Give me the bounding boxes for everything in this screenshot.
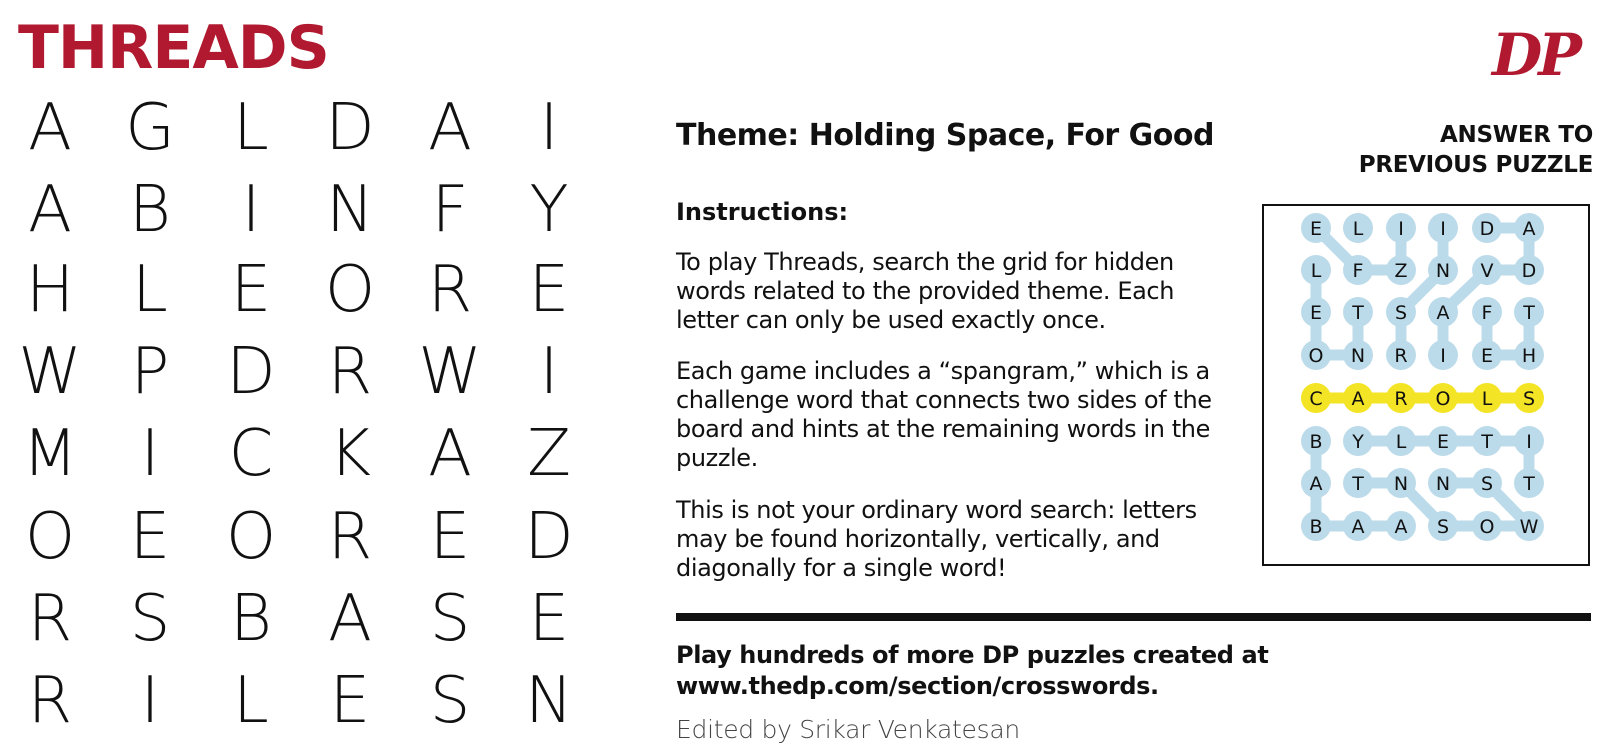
answer-letter: L bbox=[1481, 388, 1493, 410]
answer-letter: A bbox=[1351, 388, 1365, 410]
grid-letter: N bbox=[326, 173, 374, 247]
grid-letter: E bbox=[528, 582, 570, 656]
theme-heading: Theme: Holding Space, For Good bbox=[676, 118, 1214, 153]
answer-letter: T bbox=[1352, 473, 1364, 495]
answer-letter: E bbox=[1436, 431, 1450, 453]
answer-letter: A bbox=[1309, 473, 1323, 495]
grid-letter: A bbox=[428, 417, 472, 491]
answer-letter: D bbox=[1479, 218, 1495, 240]
divider-rule bbox=[676, 613, 1591, 621]
grid-letter: E bbox=[329, 664, 371, 738]
answer-letter: S bbox=[1436, 516, 1450, 538]
grid-letter: A bbox=[328, 582, 372, 656]
answer-letter: O bbox=[1308, 345, 1324, 367]
answer-letter: A bbox=[1351, 516, 1365, 538]
grid-letter: N bbox=[525, 664, 573, 738]
instructions-paragraph-2: Each game includes a “spangram,” which is a challenge word that connects two sides of the board and hints at the remaining words in the puzzle. bbox=[676, 357, 1212, 472]
game-title: THREADS bbox=[18, 13, 329, 83]
answer-letter: L bbox=[1352, 218, 1364, 240]
answer-letter: W bbox=[1519, 516, 1539, 538]
answer-letter: F bbox=[1352, 260, 1364, 282]
answer-letter: D bbox=[1521, 260, 1537, 282]
answer-letter: S bbox=[1522, 388, 1536, 410]
instructions-heading: Instructions: bbox=[676, 198, 849, 226]
answer-letter: I bbox=[1526, 431, 1532, 453]
grid-letter: G bbox=[125, 91, 175, 165]
instructions-paragraph-3: This is not your ordinary word search: letters may be found horizontally, vertically, and diagonally for a single word! bbox=[676, 496, 1197, 582]
answer-letter: B bbox=[1309, 431, 1323, 453]
answer-letter: A bbox=[1436, 302, 1450, 324]
grid-letter: A bbox=[28, 91, 72, 165]
answer-letter: E bbox=[1480, 345, 1494, 367]
grid-letter: D bbox=[524, 500, 574, 574]
grid-letter: W bbox=[418, 335, 482, 409]
answer-letter: N bbox=[1435, 473, 1451, 495]
grid-letter: Z bbox=[527, 417, 571, 491]
grid-letter: R bbox=[327, 335, 373, 409]
grid-letter: R bbox=[27, 664, 73, 738]
grid-letter: B bbox=[129, 173, 171, 247]
grid-letter: I bbox=[539, 335, 559, 409]
grid-letter: P bbox=[130, 335, 170, 409]
grid-letter: E bbox=[429, 500, 471, 574]
grid-letter: S bbox=[429, 582, 471, 656]
promo-line-1: Play hundreds of more DP puzzles created at bbox=[676, 641, 1269, 669]
grid-letter: W bbox=[18, 335, 82, 409]
grid-letter: R bbox=[427, 253, 473, 327]
answer-letter: R bbox=[1394, 388, 1408, 410]
grid-letter: E bbox=[230, 253, 272, 327]
answer-heading-line-1: ANSWER TO bbox=[1440, 122, 1593, 148]
answer-letter: Y bbox=[1352, 431, 1364, 453]
grid-letter: I bbox=[140, 417, 160, 491]
answer-letter: E bbox=[1309, 302, 1323, 324]
grid-letter: A bbox=[428, 91, 472, 165]
answer-heading bbox=[1359, 120, 1593, 180]
grid-letter: I bbox=[241, 173, 261, 247]
answer-letter: N bbox=[1435, 260, 1451, 282]
grid-letter: R bbox=[327, 500, 373, 574]
answer-letter: B bbox=[1309, 516, 1323, 538]
grid-letter: A bbox=[28, 173, 72, 247]
grid-letter: F bbox=[431, 173, 469, 247]
answer-letter: T bbox=[1481, 431, 1493, 453]
grid-letter: L bbox=[233, 664, 269, 738]
answer-letter: L bbox=[1310, 260, 1322, 282]
grid-letter: M bbox=[22, 417, 78, 491]
promo-line-2: www.thedp.com/section/crosswords. bbox=[676, 672, 1159, 700]
answer-letter: V bbox=[1480, 260, 1494, 282]
grid-letter: Y bbox=[529, 173, 569, 247]
grid-letter: D bbox=[325, 91, 375, 165]
grid-letter: S bbox=[429, 664, 471, 738]
answer-letter: O bbox=[1435, 388, 1451, 410]
promo-text bbox=[676, 640, 1268, 702]
grid-letter: S bbox=[129, 582, 171, 656]
answer-letter: F bbox=[1481, 302, 1493, 324]
grid-letter: I bbox=[539, 91, 559, 165]
grid-letter: H bbox=[25, 253, 75, 327]
answer-letter: T bbox=[1523, 302, 1535, 324]
answer-letter: S bbox=[1480, 473, 1494, 495]
answer-letter: N bbox=[1350, 345, 1366, 367]
answer-letter: T bbox=[1352, 302, 1364, 324]
grid-letter: R bbox=[27, 582, 73, 656]
answer-letter: I bbox=[1440, 218, 1446, 240]
grid-letter: O bbox=[225, 500, 277, 574]
answer-letter: Z bbox=[1394, 260, 1408, 282]
grid-letter: O bbox=[24, 500, 76, 574]
grid-letter: K bbox=[329, 417, 371, 491]
answer-letter: E bbox=[1309, 218, 1323, 240]
answer-letter: O bbox=[1479, 516, 1495, 538]
grid-letter: B bbox=[230, 582, 272, 656]
dp-logo: DP bbox=[1492, 21, 1578, 89]
answer-letter: N bbox=[1393, 473, 1409, 495]
grid-letter: E bbox=[528, 253, 570, 327]
grid-letter: C bbox=[228, 417, 274, 491]
grid-letter: L bbox=[233, 91, 269, 165]
answer-letter: A bbox=[1394, 516, 1408, 538]
answer-grid-box bbox=[1262, 204, 1590, 566]
grid-letter: L bbox=[132, 253, 168, 327]
answer-letter: I bbox=[1440, 345, 1446, 367]
answer-letter: I bbox=[1398, 218, 1404, 240]
answer-letter: R bbox=[1394, 345, 1408, 367]
editor-credit: Edited by Srikar Venkatesan bbox=[676, 715, 1020, 744]
answer-letter: S bbox=[1394, 302, 1408, 324]
letter-grid bbox=[0, 90, 620, 750]
answer-heading-line-2: PREVIOUS PUZZLE bbox=[1358, 152, 1593, 178]
answer-letter: T bbox=[1523, 473, 1535, 495]
answer-letter: A bbox=[1522, 218, 1536, 240]
answer-letter: H bbox=[1521, 345, 1537, 367]
answer-grid-svg bbox=[1264, 206, 1588, 564]
grid-letter: D bbox=[226, 335, 276, 409]
grid-letter: I bbox=[140, 664, 160, 738]
instructions-paragraph-1: To play Threads, search the grid for hidden words related to the provided theme. Each letter can only be used exactly once. bbox=[676, 248, 1175, 334]
grid-letter: E bbox=[129, 500, 171, 574]
grid-letter: O bbox=[324, 253, 376, 327]
answer-letter: L bbox=[1395, 431, 1407, 453]
answer-letter: C bbox=[1309, 388, 1323, 410]
